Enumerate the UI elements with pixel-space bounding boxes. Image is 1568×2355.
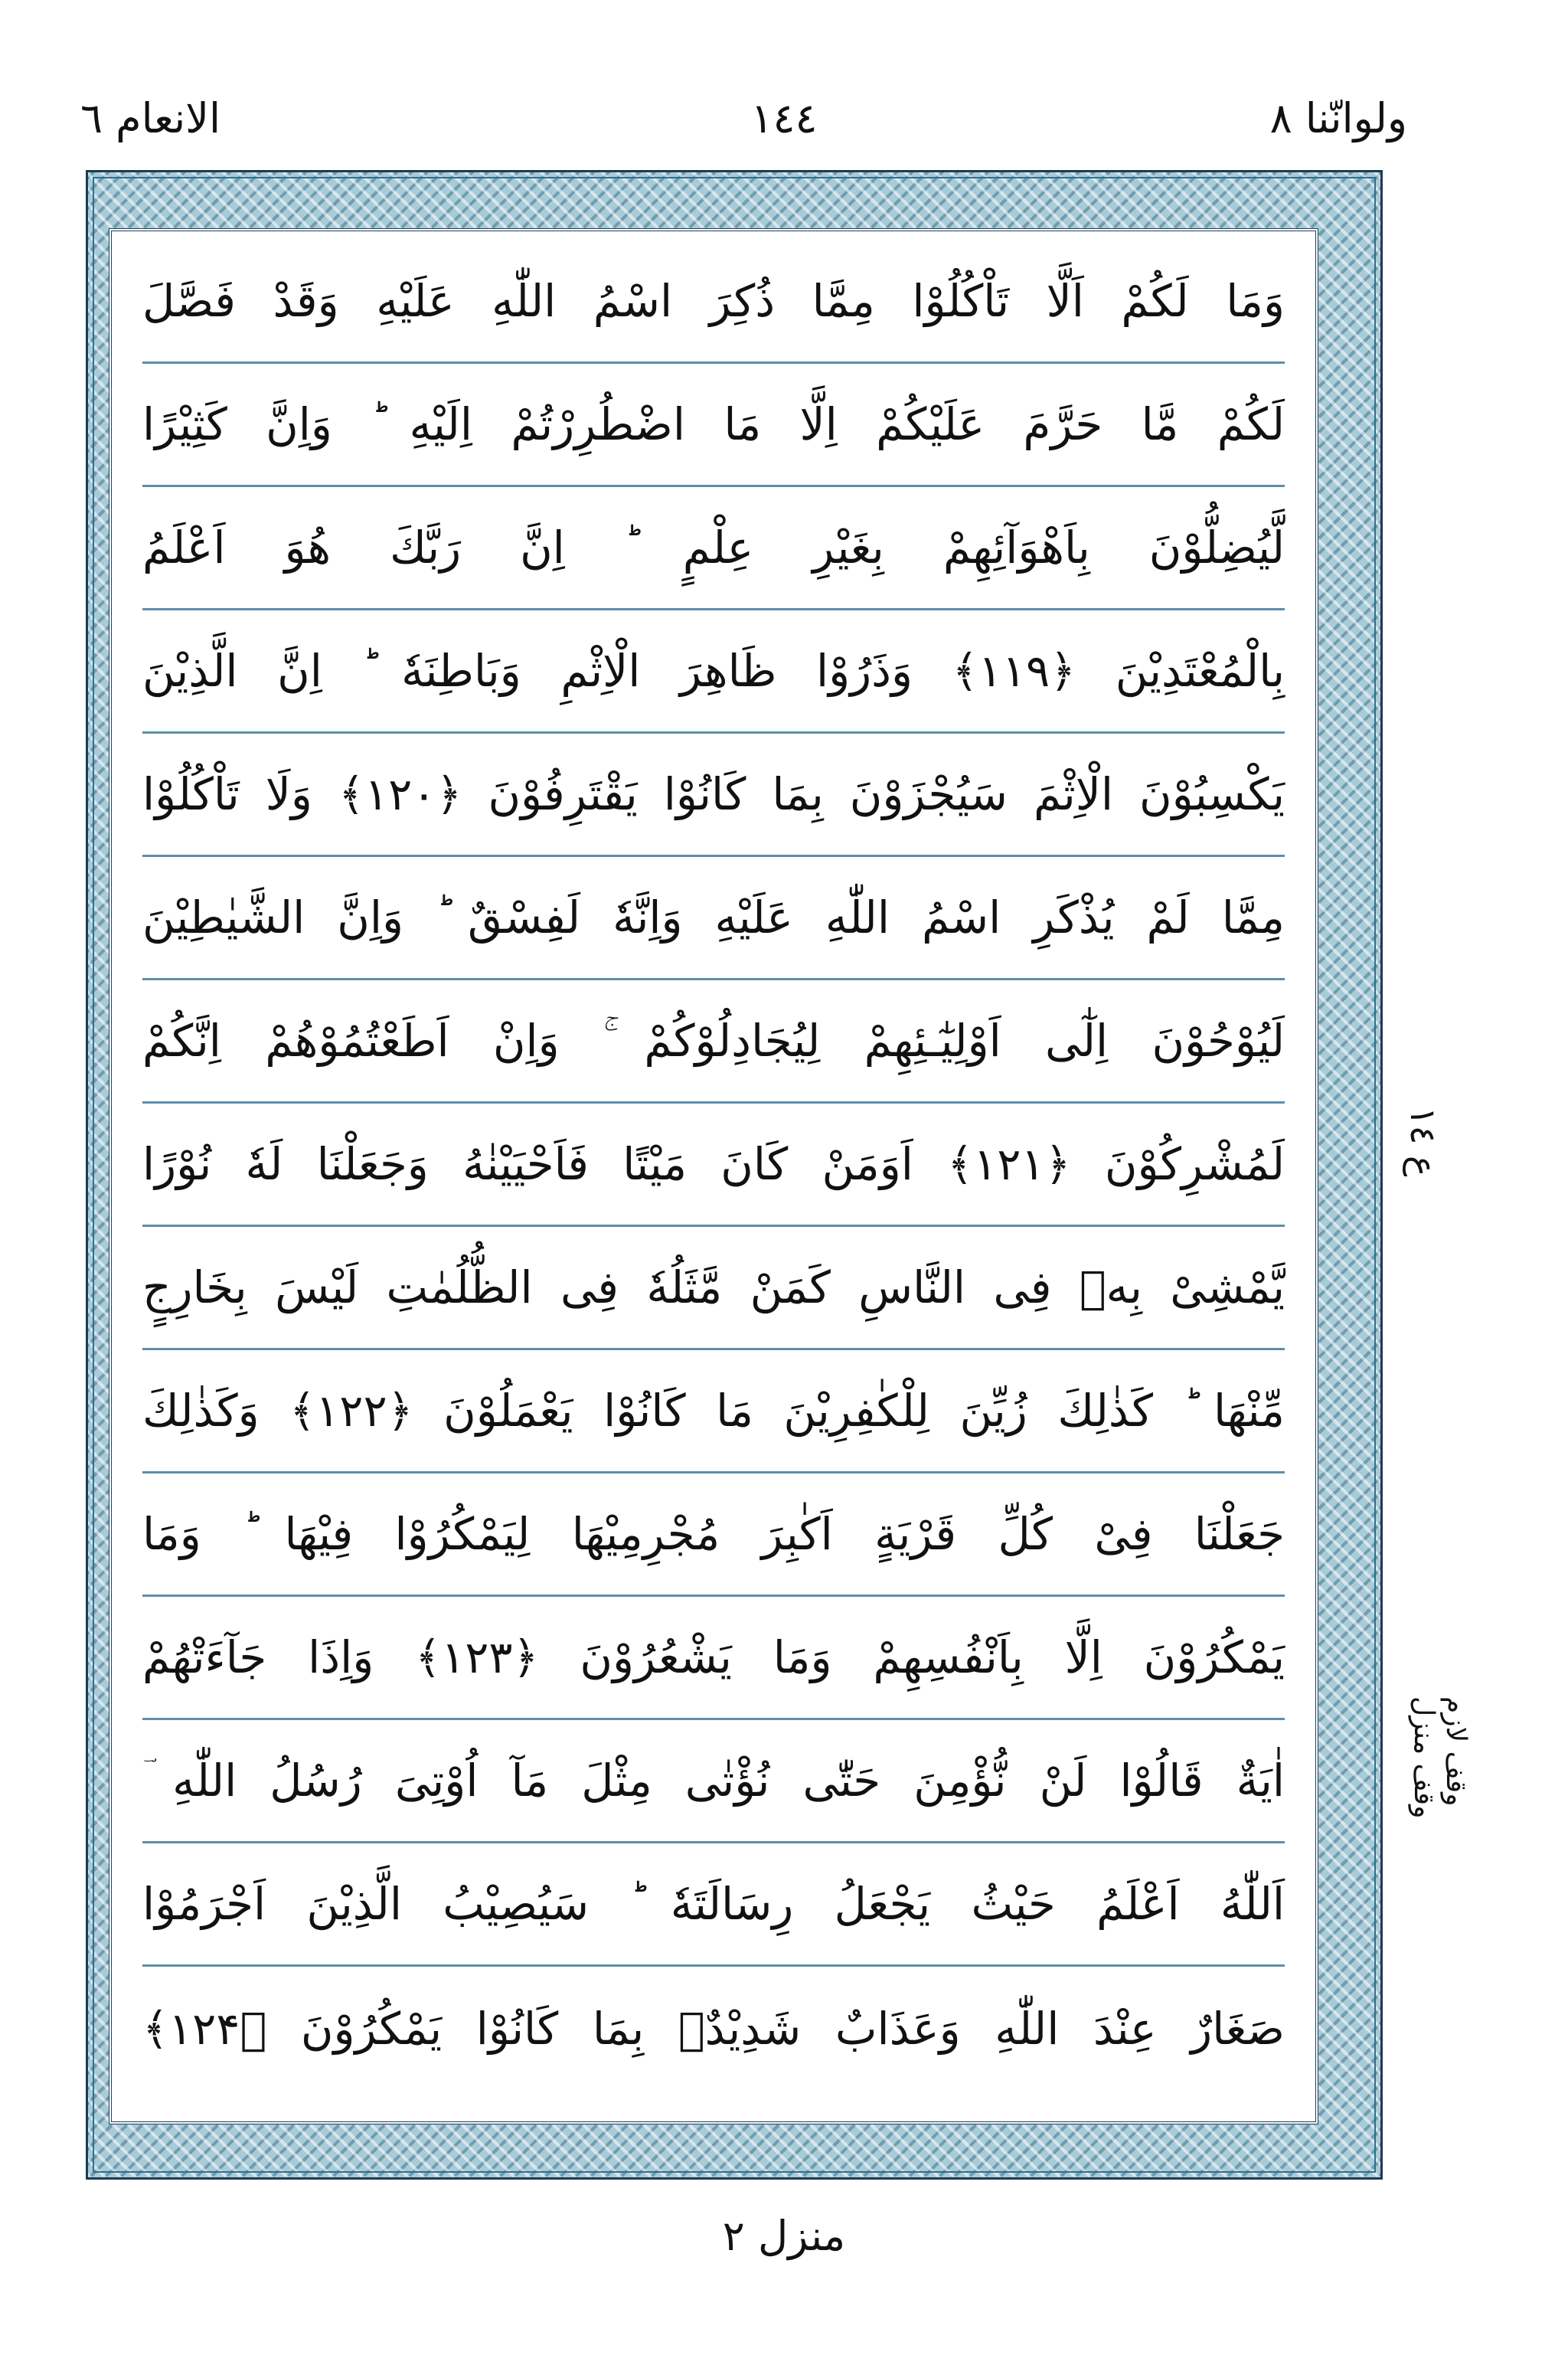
verse-line-text: مِمَّا لَمْ يُذْكَرِ اسْمُ اللّٰهِ عَلَيْهِ وَاِنَّهٗ لَفِسْقٌ ؕ وَاِنَّ الشَّيٰطِيْنَ	[142, 891, 1285, 944]
verse-line-8	[142, 1104, 1285, 1227]
juz-name-header: ولوانّنا ٨	[1269, 94, 1407, 142]
verse-line-text: يَكْسِبُوْنَ الْاِثْمَ سَيُجْزَوْنَ بِمَا كَانُوْا يَقْتَرِفُوْنَ ﴿۱۲۰﴾ وَلَا تَاْكُلُوْا	[142, 768, 1285, 820]
verse-line-text: جَعَلْنَا فِىْ كُلِّ قَرْيَةٍ اَكٰبِرَ مُجْرِمِيْهَا لِيَمْكُرُوْا فِيْهَا ؕ وَمَا	[142, 1508, 1285, 1560]
verse-line-9	[142, 1227, 1285, 1350]
verse-line-text: لَكُمْ مَّا حَرَّمَ عَلَيْكُمْ اِلَّا مَا اضْطُرِرْتُمْ اِلَيْهِ ؕ وَاِنَّ كَثِيْرًا	[142, 398, 1285, 450]
surah-name-header: الانعام ٦	[80, 94, 220, 142]
verse-line-4	[142, 610, 1285, 734]
verse-line-text: لَّيُضِلُّوْنَ بِاَهْوَآئِهِمْ بِغَيْرِ عِلْمٍ ؕ اِنَّ رَبَّكَ هُوَ اَعْلَمُ	[142, 522, 1285, 574]
verse-line-text: بِالْمُعْتَدِيْنَ ﴿۱۱۹﴾ وَذَرُوْا ظَاهِرَ الْاِثْمِ وَبَاطِنَهٗ ؕ اِنَّ الَّذِيْنَ	[142, 645, 1285, 697]
verse-line-text: يَّمْشِىْ بِهٖ فِى النَّاسِ كَمَنْ مَّثَلُهٗ فِى الظُّلُمٰتِ لَيْسَ بِخَارِجٍ	[142, 1261, 1285, 1313]
verse-line-text: صَغَارٌ عِنْدَ اللّٰهِ وَعَذَابٌ شَدِيْدٌۢ بِمَا كَانُوْا يَمْكُرُوْنَ ﴿۱۲۴﴾	[142, 2002, 1285, 2055]
verse-line-text: اٰيَةٌ قَالُوْا لَنْ نُّؤْمِنَ حَتّٰى نُؤْتٰى مِثْلَ مَآ اُوْتِىَ رُسُلُ اللّٰهِ ؔ	[142, 1755, 1285, 1807]
verse-line-15	[142, 1967, 1285, 2090]
verse-line-10	[142, 1350, 1285, 1474]
verse-line-5	[142, 734, 1285, 857]
page-number: ١٤٤	[750, 94, 818, 142]
verse-line-11	[142, 1474, 1285, 1597]
verse-line-1	[142, 240, 1285, 364]
verse-line-7	[142, 980, 1285, 1104]
verse-line-text: اَللّٰهُ اَعْلَمُ حَيْثُ يَجْعَلُ رِسَالَتَهٗ ؕ سَيُصِيْبُ الَّذِيْنَ اَجْرَمُوْا	[142, 1878, 1285, 1930]
waqf-lazim-note: وقف لازم	[1440, 1696, 1472, 1807]
verse-line-6	[142, 857, 1285, 980]
verse-line-2	[142, 364, 1285, 487]
verse-line-text: مِّنْهَا ؕ كَذٰلِكَ زُيِّنَ لِلْكٰفِرِيْنَ مَا كَانُوْا يَعْمَلُوْنَ ﴿۱۲۲﴾ وَكَذٰلِكَ	[142, 1385, 1285, 1437]
text-panel	[109, 228, 1318, 2124]
verse-line-text: يَمْكُرُوْنَ اِلَّا بِاَنْفُسِهِمْ وَمَا يَشْعُرُوْنَ ﴿۱۲۳﴾ وَاِذَا جَآءَتْهُمْ	[142, 1631, 1285, 1683]
verse-line-text: وَمَا لَكُمْ اَلَّا تَاْكُلُوْا مِمَّا ذُكِرَ اسْمُ اللّٰهِ عَلَيْهِ وَقَدْ فَصَّلَ	[142, 275, 1285, 327]
verse-line-14	[142, 1843, 1285, 1967]
ruku-marker: ع ١٤	[1403, 1107, 1444, 1177]
manzil-footer: منزل ٢	[722, 2212, 846, 2260]
verse-line-12	[142, 1597, 1285, 1720]
waqf-manzil-note: وقف منزل	[1408, 1696, 1439, 1819]
verse-line-text: لَمُشْرِكُوْنَ ﴿۱۲۱﴾ اَوَمَنْ كَانَ مَيْتًا فَاَحْيَيْنٰهُ وَجَعَلْنَا لَهٗ نُوْرًا	[142, 1138, 1285, 1190]
verse-line-13	[142, 1720, 1285, 1843]
verse-line-text: لَيُوْحُوْنَ اِلٰٓى اَوْلِيٰٓـئِهِمْ لِيُجَادِلُوْكُمْ ۚ وَاِنْ اَطَعْتُمُوْهُمْ اِنَّكُمْ	[142, 1015, 1285, 1067]
verse-line-3	[142, 487, 1285, 610]
